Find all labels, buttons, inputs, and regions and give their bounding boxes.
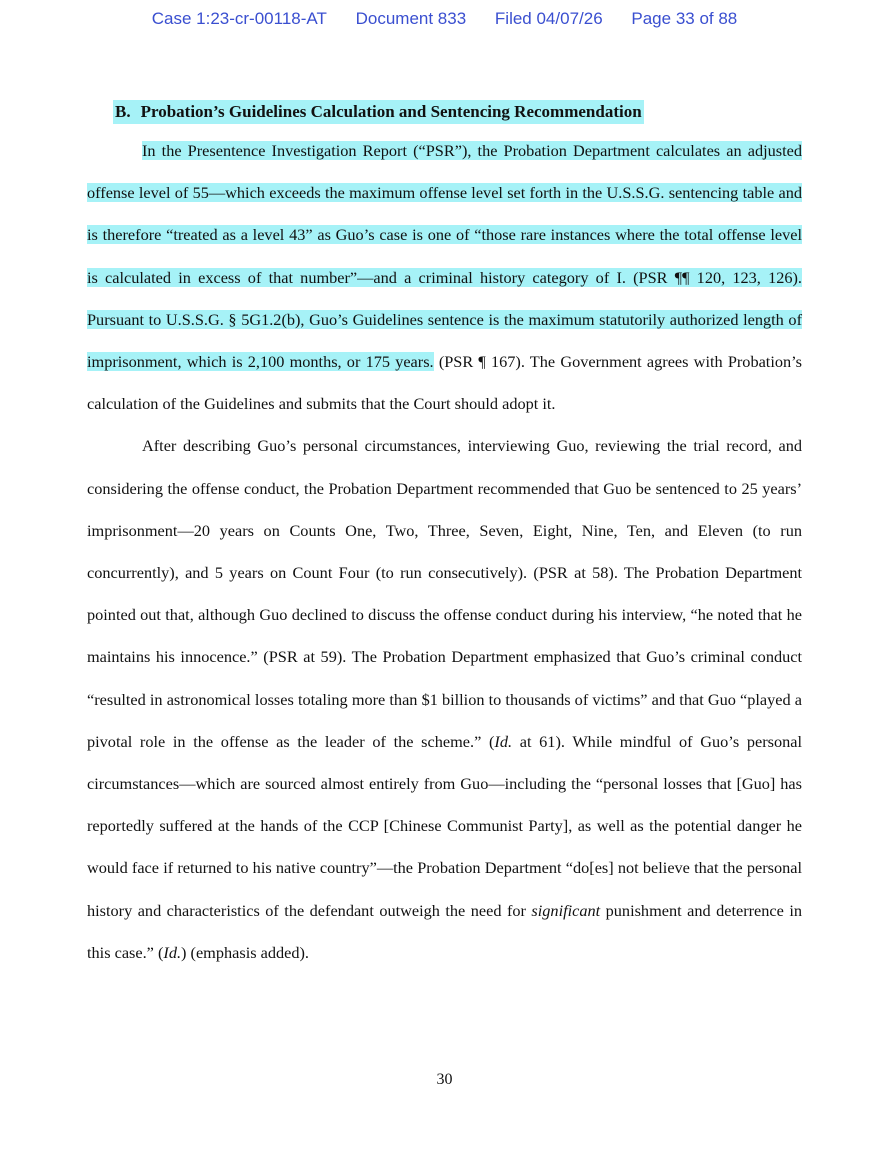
document-number: Document 833 (355, 9, 467, 28)
section-title: Probation’s Guidelines Calculation and Sentencing Recommendation (140, 102, 642, 121)
paragraph-text: ) (emphasis added). (181, 942, 309, 962)
section-heading (113, 100, 644, 124)
section-number: B. (115, 102, 131, 121)
filed-date: Filed 04/07/26 (494, 9, 603, 28)
paragraph-text: at 61). While mindful of Guo’s personal circumstances—which are sourced almost entirely from Guo—including the “personal losses that [Guo] has reportedly suffered at the hands of the CCP [Chinese Communist Party], as well as the potential danger he would face if returned to his native country”—the Probation Department “do[es] not believe that the personal history and characteristics of the defendant outweigh the need for (87, 731, 802, 920)
citation-id: Id. (494, 731, 513, 751)
highlighted-text: In the Presentence Investigation Report (“PSR”), the Probation Department calculates an adjusted offense level of 55—which exceeds the maximum offense level set forth in the U.S.S.G. sentencing table and is therefore “treated as a level 43” as Guo’s case is one of “those rare instances where the total offense level is calculated in excess of that number”—and a criminal history category of I. (PSR ¶¶ 120, 123, 126). Pursuant to U.S.S.G. § 5G1.2(b), Guo’s Guidelines sentence is the maximum statutorily authorized length of imprisonment, which is 2,100 months, or 175 years. (87, 141, 802, 372)
page-indicator: Page 33 of 88 (631, 9, 738, 28)
ecf-header (0, 9, 889, 29)
paragraph-recommendation (87, 425, 802, 974)
page-number: 30 (436, 1071, 453, 1088)
paragraph-text: After describing Guo’s personal circumstances, interviewing Guo, reviewing the trial record, and considering the offense conduct, the Probation Department recommended that Guo be sentenced to 25 years’ imprisonment—20 years on Counts One, Two, Three, Seven, Eight, Nine, Ten, and Eleven (to run concurrently), and 5 years on Count Four (to run consecutively). (PSR at 58). The Probation Department pointed out that, although Guo declined to discuss the offense conduct during his interview, “he noted that he maintains his innocence.” (PSR at 59). The Probation Department emphasized that Guo’s criminal conduct “resulted in astronomical losses totaling more than $1 billion to thousands of victims” and that Guo “played a pivotal role in the offense as the leader of the scheme.” ( (87, 436, 802, 751)
paragraph-guidelines (87, 130, 802, 425)
paragraph-text: punishment and deterrence in this case.” ( (87, 900, 802, 962)
emphasis-text: significant (531, 900, 601, 920)
paragraph-text: (PSR ¶ 167). The Government agrees with Probation’s calculation of the Guidelines and submits that the Court should adopt it. (87, 352, 802, 414)
case-number: Case 1:23-cr-00118-AT (151, 9, 327, 28)
citation-id: Id. (163, 942, 182, 962)
document-body (87, 130, 802, 974)
